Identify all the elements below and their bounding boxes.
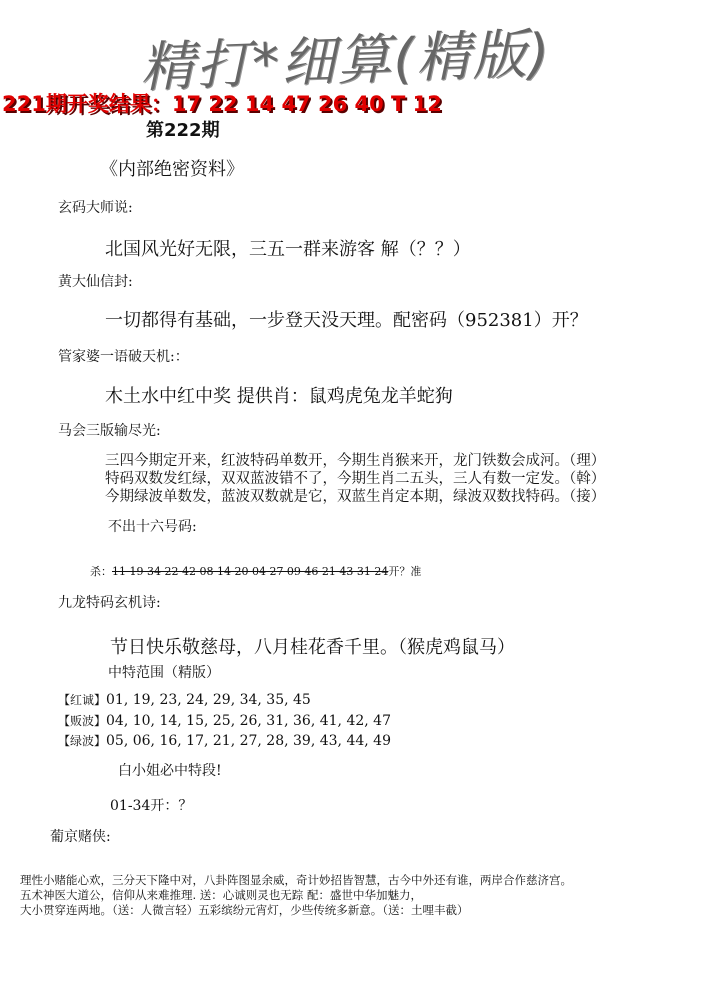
- section-text-7: 白小姐必中特段!: [118, 763, 222, 779]
- poem-line: 特码双数发红绿，双双蓝波错不了，今期生肖二五头，三人有数一定发。（斡）: [105, 471, 606, 487]
- wave-tag: 【绿波】: [58, 734, 107, 748]
- section-label-5: 不出十六号码:: [108, 519, 197, 535]
- section-text-2: 一切都得有基础，一步登天没天理。配密码（952381）开？: [105, 310, 588, 331]
- draw-result-line: 221期开奖结果：17 22 14 47 26 40 T 12: [2, 92, 442, 116]
- section-label-9: 葡京赌侠:: [50, 829, 111, 845]
- poem-line: 今期绿波单数发，蓝波双数就是它，双蓝生肖定本期，绿波双数找特码。（接）: [105, 489, 606, 505]
- section-label-1: 玄码大师说:: [58, 200, 133, 216]
- section-label-2: 黄大仙信封:: [58, 274, 133, 290]
- banner-title: 精打*细算(精版): [139, 21, 553, 100]
- section-text-8: 01-34开：？: [110, 798, 193, 814]
- footer-line: 五术神医大道公，信仰从来难推理. 送：心诚则灵也无踪 配：盛世中华加魅力，: [20, 888, 422, 902]
- wave-numbers: 01, 19, 23, 24, 29, 34, 35, 45: [106, 692, 311, 708]
- footer-verses: [20, 873, 572, 918]
- poem-block: [105, 452, 605, 506]
- kill-suffix: 开？准: [388, 565, 422, 578]
- section-text-3: 木土水中红中奖 提供肖：鼠鸡虎兔龙羊蛇狗: [105, 386, 453, 407]
- wave-row-green: [58, 732, 391, 749]
- poem-line: 三四今期定开来，红波特码单数开，今期生肖猴来开，龙门铁数会成河。（理）: [105, 453, 606, 469]
- document-title: 《内部绝密资料》: [100, 159, 244, 180]
- wave-row-red: [58, 691, 311, 708]
- kill-numbers-line: [90, 563, 421, 579]
- footer-line: 理性小赌能心欢，三分天下隆中对，八卦阵图显余威，奇计妙招皆智慧，古今中外还有谁，两岸合作慈济宫。: [20, 873, 572, 887]
- wave-tag: 【贩波】: [58, 714, 107, 728]
- wave-tag: 【红诚】: [58, 693, 107, 707]
- section-label-3: 管家婆一语破天机:：: [58, 349, 189, 365]
- kill-prefix: 杀：: [90, 565, 112, 578]
- wave-row-blue: [58, 712, 391, 729]
- section-label-4: 马会三版输尽光:: [58, 423, 161, 439]
- section-label-6: 九龙特码玄机诗:: [58, 595, 161, 611]
- wave-numbers: 05, 06, 16, 17, 21, 27, 28, 39, 43, 44, 49: [106, 733, 391, 749]
- kill-numbers: 11 19 34 22 42 08 14 20 04 27 09 46 21 43 31 24: [112, 565, 389, 578]
- range-title: 中特范围（精版）: [108, 665, 220, 681]
- section-text-6: 节日快乐敬慈母，八月桂花香千里。（猴虎鸡鼠马）: [110, 637, 515, 658]
- footer-line: 大小贯穿连两地。（送：人微言轻）五彩缤纷元宵灯，少些传统多新意。（送：土哩丰截）: [20, 903, 469, 917]
- wave-numbers: 04, 10, 14, 15, 25, 26, 31, 36, 41, 42, 47: [106, 713, 391, 729]
- issue-number: 第222期: [146, 120, 220, 141]
- section-text-1: 北国风光好无限，三五一群来游客 解（？？）: [105, 239, 471, 260]
